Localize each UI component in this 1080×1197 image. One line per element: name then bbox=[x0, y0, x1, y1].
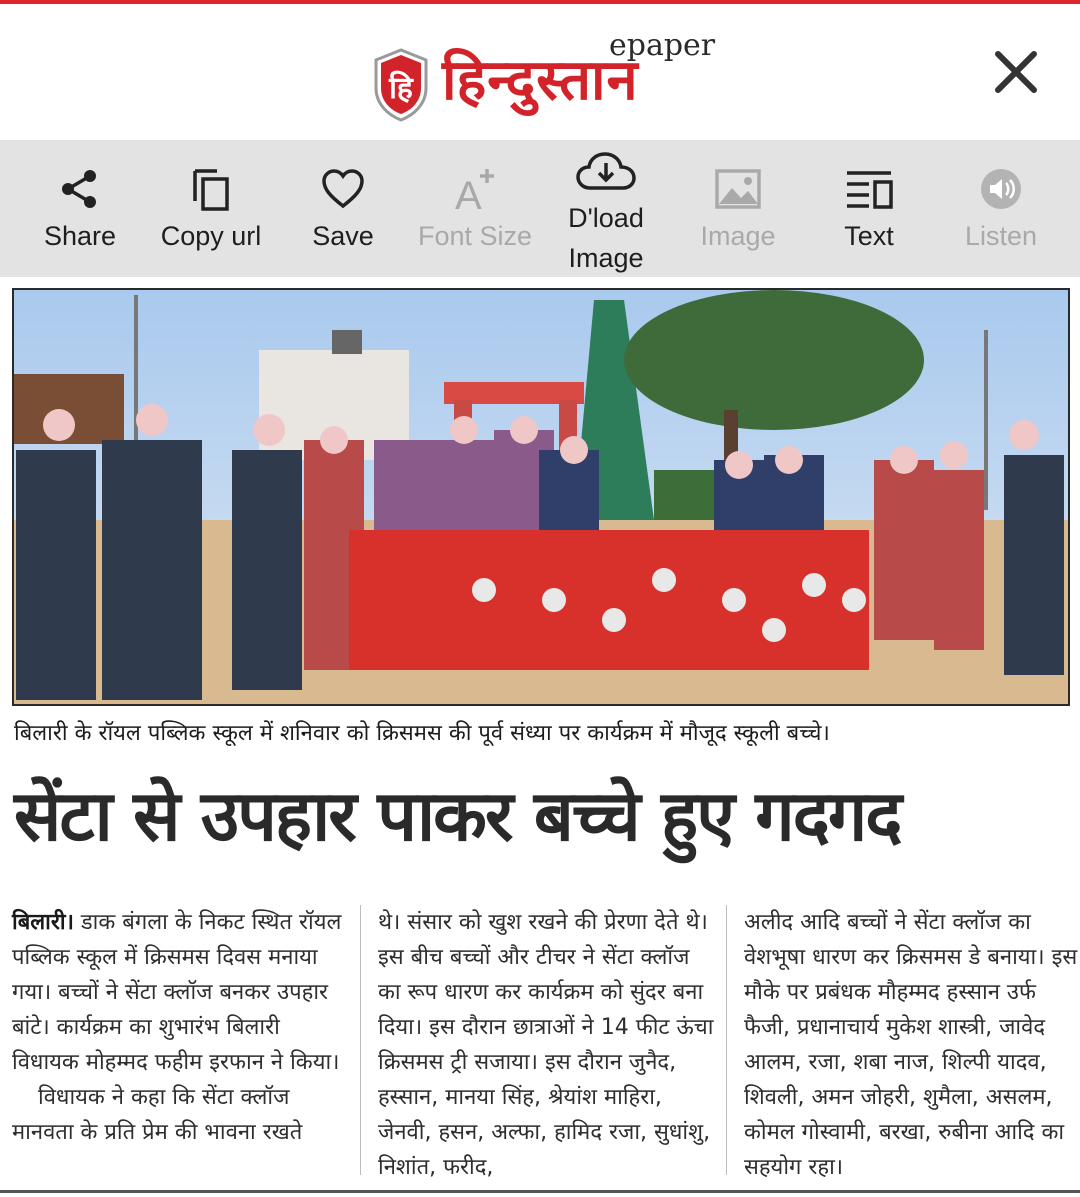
article-dateline: बिलारी। bbox=[12, 910, 74, 935]
speaker-icon bbox=[979, 167, 1023, 211]
image-label: Image bbox=[700, 221, 776, 251]
column-divider bbox=[726, 905, 727, 1175]
text-label: Text bbox=[844, 221, 894, 251]
copy-url-button[interactable] bbox=[145, 140, 277, 277]
copy-icon bbox=[189, 167, 233, 211]
brand-mark: हि bbox=[389, 71, 413, 106]
listen-button[interactable] bbox=[935, 140, 1067, 277]
image-icon bbox=[714, 168, 762, 210]
app-header bbox=[0, 4, 1080, 140]
save-button[interactable] bbox=[277, 140, 409, 277]
close-button[interactable] bbox=[990, 46, 1042, 98]
article-headline: सेंटा से उपहार पाकर बच्चे हुए गदगद bbox=[14, 775, 901, 857]
close-icon bbox=[990, 46, 1042, 98]
cloud-download-icon bbox=[574, 150, 638, 192]
image-button[interactable] bbox=[672, 140, 804, 277]
article-text: डाक बंगला के निकट स्थित रॉयल पब्लिक स्कूल में क्रिसमस दिवस मनाया गया। बच्चों ने सेंटा क्लॉज बनकर उपहार बांटे। कार्यक्रम का शुभारंभ बिलारी विधायक मोहम्मद फहीम इरफान ने किया। bbox=[12, 910, 342, 1075]
svg-text:A: A bbox=[455, 174, 482, 213]
copy-url-label: Copy url bbox=[160, 221, 262, 251]
epaper-article bbox=[0, 277, 1080, 1197]
column-divider bbox=[360, 905, 361, 1175]
font-size-button[interactable] bbox=[409, 140, 541, 277]
font-size-label: Font Size bbox=[417, 221, 533, 251]
brand-epaper-label: epaper bbox=[609, 28, 716, 63]
download-image-button[interactable] bbox=[540, 140, 672, 277]
action-toolbar bbox=[0, 140, 1080, 277]
brand-name: हिन्दुस्तान bbox=[442, 47, 639, 113]
share-label: Share bbox=[43, 221, 117, 251]
article-paragraph: विधायक ने कहा कि सेंटा क्लॉज मानवता के प्रति प्रेम की भावना रखते bbox=[12, 1085, 303, 1145]
article-column-2 bbox=[378, 905, 714, 1185]
article-photo bbox=[12, 288, 1070, 706]
article-paragraph: थे। संसार को खुश रखने की प्रेरणा देते थे। इस बीच बच्चों और टीचर ने सेंटा क्लॉज का रूप धारण कर कार्यक्रम को सुंदर बना दिया। इस दौरान छात्राओं ने 14 फीट ऊंचा क्रिसमस ट्री सजाया। इस दौरान जुनैद, हस्सान, मानया सिंह, श्रेयांश माहिरा, जेनवी, हसन, अल्फा, हामिद रजा, सुधांशु, निशांत, फरीद, bbox=[378, 910, 714, 1180]
photo-caption: बिलारी के रॉयल पब्लिक स्कूल में शनिवार को क्रिसमस की पूर्व संध्या पर कार्यक्रम में मौजूद स्कूली बच्चे। bbox=[14, 721, 830, 746]
group-photo-illustration bbox=[14, 290, 1068, 704]
listen-label: Listen bbox=[964, 221, 1038, 251]
heart-icon bbox=[320, 168, 366, 210]
article-column-1 bbox=[12, 905, 348, 1150]
text-view-icon bbox=[844, 168, 894, 210]
hindustan-epaper-logo bbox=[372, 28, 716, 128]
share-button[interactable] bbox=[14, 140, 146, 277]
article-paragraph bbox=[12, 905, 348, 1080]
font-size-icon bbox=[451, 165, 499, 213]
article-paragraph: अलीद आदि बच्चों ने सेंटा क्लॉज का वेशभूषा धारण कर क्रिसमस डे बनाया। इस मौके पर प्रबंधक मौहम्मद हस्सान उर्फ फैजी, प्रधानाचार्य मुकेश शास्त्री, जावेद आलम, रजा, शबा नाज, शिल्पी यादव, शिवली, अमन जोहरी, शुमैला, असलम, कोमल गोस्वामी, बरखा, रुबीना आदि का सहयोग रहा। bbox=[744, 910, 1078, 1180]
text-button[interactable] bbox=[803, 140, 935, 277]
save-label: Save bbox=[312, 221, 374, 251]
share-icon bbox=[58, 167, 102, 211]
bottom-rule bbox=[0, 1190, 1080, 1193]
article-column-3 bbox=[744, 905, 1080, 1185]
brand-shield-icon bbox=[372, 48, 430, 122]
download-image-label: D'load Image bbox=[568, 203, 644, 273]
